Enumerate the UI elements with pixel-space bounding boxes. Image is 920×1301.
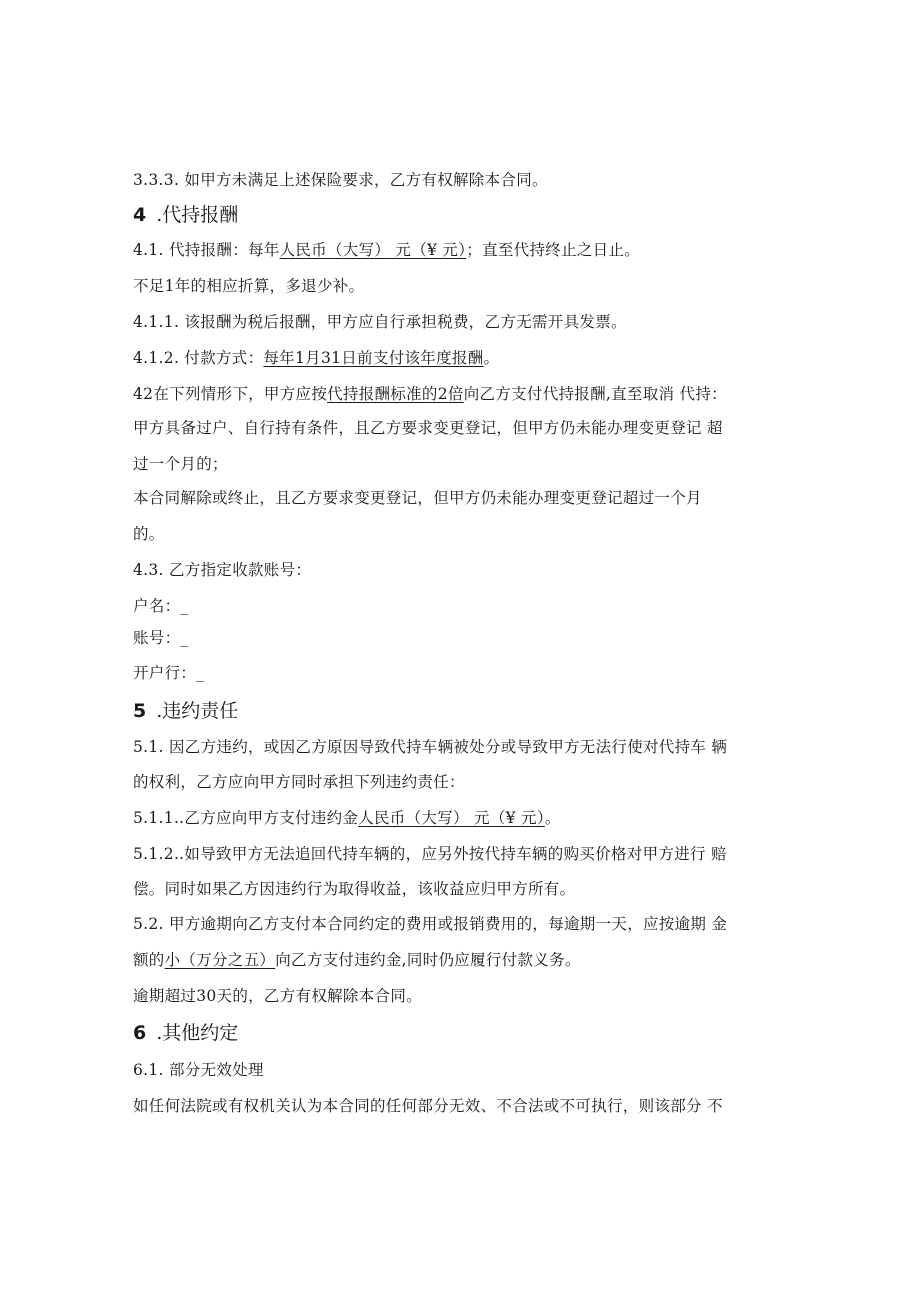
clause-4-2-item-1-cont: 过一个月的；	[133, 455, 228, 473]
clause-4-1	[133, 240, 640, 260]
clause-5-1-2-cont: 偿。同时如果乙方因违约行为取得收益，该收益应归甲方所有。	[133, 880, 576, 898]
bank-field: 开户行：_	[133, 664, 205, 682]
clause-4-2-item-2-cont: 的。	[133, 525, 165, 543]
clause-4-1-note: 不足1年的相应折算，多退少补。	[133, 277, 365, 295]
clause-text: 向乙方支付代持报酬,直至取消 代持：	[463, 385, 727, 403]
clause-4-2	[133, 384, 727, 404]
account-name-field: 户名：_	[133, 597, 189, 615]
underlined-payment-terms: 每年1月31日前支付该年度报酬	[263, 349, 484, 367]
clause-5-1-2: 5.1.2..如导致甲方无法追回代持车辆的，应另外按代持车辆的购买价格对甲方进行 赔	[133, 845, 727, 863]
underlined-amount: 人民币（大写） 元（¥ 元）	[279, 241, 467, 259]
clause-text: ；直至代持终止之日止。	[466, 241, 641, 259]
clause-text: 额的	[133, 951, 165, 969]
section-title: .违约责任	[156, 700, 239, 722]
clause-text: 5.1.1..乙方应向甲方支付违约金	[133, 809, 359, 827]
clause-text: 。	[544, 809, 561, 827]
clause-6-1: 6.1. 部分无效处理	[133, 1061, 264, 1079]
clause-5-1: 5.1. 因乙方违约，或因乙方原因导致代持车辆被处分或导致甲方无法行使对代持车 辆	[133, 738, 728, 756]
underlined-amount: 人民币（大写） 元（¥ 元）	[358, 809, 545, 827]
clause-3-3-3: 3.3.3. 如甲方未满足上述保险要求，乙方有权解除本合同。	[133, 171, 548, 189]
clause-text: 。	[483, 349, 500, 367]
clause-5-1-1	[133, 808, 561, 828]
section-number: 5	[133, 700, 147, 722]
underlined-rate: 小（万分之五）	[164, 951, 276, 969]
underlined-rate: 代持报酬标准的2倍	[327, 385, 464, 403]
clause-4-3: 4.3. 乙方指定收款账号：	[133, 561, 312, 579]
clause-5-2-note: 逾期超过30天的，乙方有权解除本合同。	[133, 987, 422, 1005]
section-heading-6	[133, 1021, 238, 1045]
account-number-field: 账号：_	[133, 629, 189, 647]
clause-5-2: 5.2. 甲方逾期向乙方支付本合同约定的费用或报销费用的，每逾期一天，应按逾期 金	[133, 915, 728, 933]
section-title: .其他约定	[156, 1022, 239, 1044]
clause-text: 4.1.2. 付款方式：	[133, 349, 264, 367]
section-title: .代持报酬	[156, 204, 239, 226]
clause-5-2-cont	[133, 950, 581, 970]
clause-text: 向乙方支付违约金,同时仍应履行付款义务。	[275, 951, 581, 969]
section-heading-4	[133, 203, 238, 227]
clause-4-1-2	[133, 348, 499, 368]
section-number: 6	[133, 1022, 147, 1044]
clause-6-1-body: 如任何法院或有权机关认为本合同的任何部分无效、不合法或不可执行，则该部分 不	[133, 1097, 723, 1115]
clause-4-2-item-2: 本合同解除或终止，且乙方要求变更登记，但甲方仍未能办理变更登记超过一个月	[133, 489, 702, 507]
clause-text: 4.1. 代持报酬：每年	[133, 241, 280, 259]
clause-text: 42在下列情形下，甲方应按	[133, 385, 328, 403]
section-number: 4	[133, 204, 147, 226]
clause-4-1-1: 4.1.1. 该报酬为税后报酬，甲方应自行承担税费，乙方无需开具发票。	[133, 313, 627, 331]
clause-5-1-cont: 的权利，乙方应向甲方同时承担下列违约责任：	[133, 773, 465, 791]
section-heading-5	[133, 699, 238, 723]
clause-4-2-item-1: 甲方具备过户、自行持有条件，且乙方要求变更登记，但甲方仍未能办理变更登记 超	[133, 419, 723, 437]
